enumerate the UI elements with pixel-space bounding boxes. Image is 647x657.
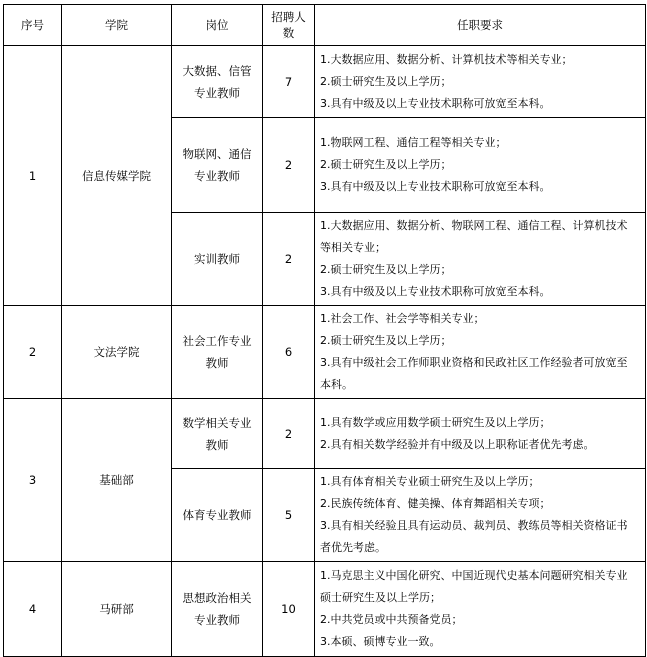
requirement-line: 3.本硕、硕博专业一致。	[320, 635, 441, 648]
requirement-line: 3.具有中级及以上专业技术职称可放宽至本科。	[320, 285, 551, 298]
recruitment-table	[3, 4, 646, 657]
position-title	[172, 118, 263, 213]
position-count: 2	[263, 118, 315, 213]
requirement-line: 3.具有相关经验且具有运动员、裁判员、教练员等相关资格证书者优先考虑。	[320, 519, 628, 554]
row-college: 马研部	[62, 562, 172, 657]
position-title-text: 社会工作专业教师	[182, 334, 252, 370]
requirement-line: 3.具有中级社会工作师职业资格和民政社区工作经验者可放宽至本科。	[320, 356, 628, 391]
requirement-line: 2.民族传统体育、健美操、体育舞蹈相关专项；	[320, 497, 551, 510]
requirement-line: 1.具有数学或应用数学硕士研究生及以上学历；	[320, 415, 551, 429]
position-title	[172, 469, 263, 562]
row-college: 信息传媒学院	[62, 46, 172, 306]
position-requirements	[315, 213, 646, 306]
requirement-line: 2.硕士研究生及以上学历；	[320, 263, 452, 276]
requirement-line: 2.硕士研究生及以上学历；	[320, 74, 452, 88]
position-title	[172, 306, 263, 399]
position-requirements	[315, 469, 646, 562]
position-requirements	[315, 46, 646, 118]
header-row	[4, 5, 646, 46]
requirement-line: 1.大数据应用、数据分析、计算机技术等相关专业；	[320, 52, 573, 66]
position-requirements	[315, 306, 646, 399]
row-index: 1	[4, 46, 62, 306]
requirement-line: 1.社会工作、社会学等相关专业；	[320, 312, 485, 325]
position-count: 6	[263, 306, 315, 399]
position-title-text: 体育专业教师	[182, 508, 252, 522]
requirement-line: 1.物联网工程、通信工程等相关专业；	[320, 136, 507, 149]
requirement-line: 2.中共党员或中共预备党员；	[320, 613, 463, 626]
position-count: 7	[263, 46, 315, 118]
row-index: 4	[4, 562, 62, 657]
requirement-line: 3.具有中级及以上专业技术职称可放宽至本科。	[320, 180, 551, 193]
position-requirements	[315, 118, 646, 213]
position-count: 5	[263, 469, 315, 562]
row-index: 2	[4, 306, 62, 399]
position-requirements	[315, 562, 646, 657]
position-title-text: 物联网、通信专业教师	[182, 147, 252, 183]
row-college: 文法学院	[62, 306, 172, 399]
requirement-line: 3.具有中级及以上专业技术职称可放宽至本科。	[320, 96, 551, 110]
requirement-line: 1.马克思主义中国化研究、中国近现代史基本问题研究相关专业硕士研究生及以上学历；	[320, 569, 628, 604]
header-index: 序号	[4, 5, 62, 46]
table-row	[4, 306, 646, 399]
position-title	[172, 213, 263, 306]
position-title-text: 思想政治相关专业教师	[182, 591, 252, 627]
table-row	[4, 46, 646, 118]
table-row	[4, 399, 646, 469]
position-count: 10	[263, 562, 315, 657]
position-count: 2	[263, 399, 315, 469]
position-title-text: 实训教师	[194, 252, 240, 266]
requirement-line: 2.硕士研究生及以上学历；	[320, 334, 452, 347]
position-requirements	[315, 399, 646, 469]
header-position: 岗位	[172, 5, 263, 46]
row-college: 基础部	[62, 399, 172, 562]
header-requirements: 任职要求	[315, 5, 646, 46]
header-college: 学院	[62, 5, 172, 46]
requirement-line: 1.具有体育相关专业硕士研究生及以上学历；	[320, 475, 540, 488]
position-title	[172, 46, 263, 118]
requirement-line: 1.大数据应用、数据分析、物联网工程、通信工程、计算机技术等相关专业；	[320, 219, 628, 254]
position-title-text: 大数据、信管专业教师	[182, 63, 252, 100]
position-count: 2	[263, 213, 315, 306]
row-index: 3	[4, 399, 62, 562]
header-count-text: 招聘人数	[271, 10, 306, 40]
header-count	[263, 5, 315, 46]
requirement-line: 2.硕士研究生及以上学历；	[320, 158, 452, 171]
table-row	[4, 562, 646, 657]
position-title	[172, 399, 263, 469]
position-title	[172, 562, 263, 657]
position-title-text: 数学相关专业教师	[182, 415, 252, 452]
requirement-line: 2.具有相关数学经验并有中级及以上职称证者优先考虑。	[320, 437, 595, 451]
